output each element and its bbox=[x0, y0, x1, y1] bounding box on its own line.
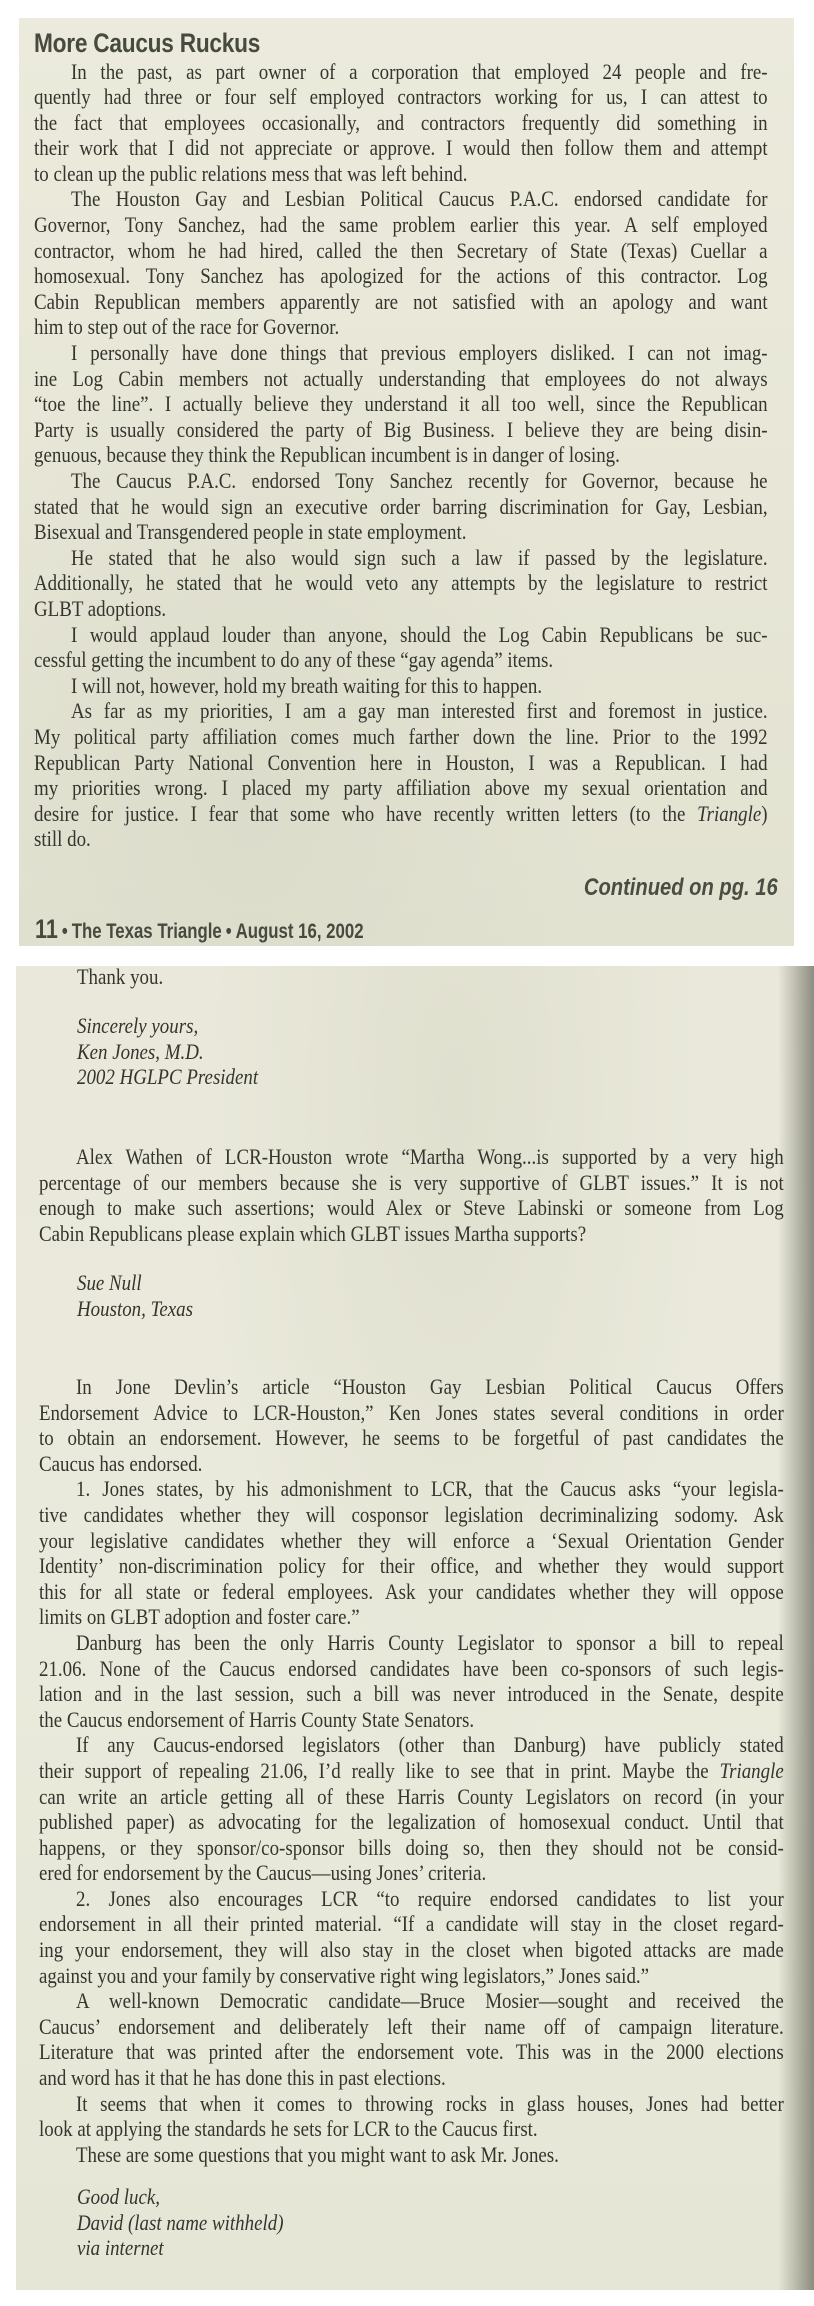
text-line: him to step out of the race for Governor. bbox=[34, 314, 340, 340]
text-line: ing your endorsement, they will also stay in the closet when bigoted attacks are made bbox=[39, 1937, 784, 1963]
page-footer bbox=[35, 914, 364, 945]
text-line: homosexual. Tony Sanchez has apologized for the actions of this contractor. Log bbox=[34, 263, 768, 289]
signature-line: Ken Jones, M.D. bbox=[77, 1038, 204, 1064]
text-line: contractor, whom he had hired, called the then Secretary of State (Texas) Cuellar a bbox=[34, 237, 768, 263]
text-line: Republican Party National Convention here in Houston, I was a Republican. I had bbox=[34, 749, 768, 775]
text-line: Caucus’ endorsement and deliberately left their name off of campaign literature. bbox=[39, 2013, 784, 2039]
text-line: genuous, because they think the Republican incumbent is in danger of losing. bbox=[34, 442, 620, 468]
paragraph bbox=[39, 1732, 784, 1886]
text-segment: their support of repealing 21.06, I’d really like to see that in print. Maybe the bbox=[39, 1757, 720, 1783]
text-line: It seems that when it comes to throwing rocks in glass houses, Jones had better bbox=[75, 2090, 784, 2116]
text-line: He stated that he also would sign such a law if passed by the legislature. bbox=[70, 544, 768, 570]
text-line: Party is usually considered the party of Big Business. I believe they are being disin- bbox=[34, 416, 768, 442]
text-line: Identity’ non-discrimination policy for their office, and whether they would support bbox=[39, 1553, 784, 1579]
paragraph bbox=[39, 1988, 784, 2090]
text-line: 1. Jones states, by his admonishment to LCR, that the Caucus asks “your legisla- bbox=[75, 1476, 784, 1502]
article-clipping-more-caucus-ruckus bbox=[19, 18, 794, 946]
text-line: stated that he would sign an executive order barring discrimination for Gay, Lesbian, bbox=[34, 493, 768, 519]
text-line: this for all state or federal employees. Ask your candidates whether they will oppose bbox=[39, 1578, 784, 1604]
paragraph bbox=[39, 1476, 784, 1630]
text-line: “toe the line”. I actually believe they understand it all too well, since the Republican bbox=[34, 391, 768, 417]
paragraph bbox=[39, 2142, 784, 2168]
text-line: to clean up the public relations mess that was left behind. bbox=[34, 160, 468, 186]
text-line: lation and in the last session, such a bill was never introduced in the Senate, despite bbox=[39, 1681, 784, 1707]
text-line: Bisexual and Transgendered people in state employment. bbox=[34, 519, 467, 545]
text-line: In the past, as part owner of a corporation that employed 24 people and fre- bbox=[70, 58, 768, 84]
paragraph bbox=[34, 545, 768, 622]
paragraph bbox=[34, 698, 768, 852]
page-number: 11 bbox=[35, 914, 58, 944]
text-line bbox=[39, 1758, 784, 1784]
text-line: As far as my priorities, I am a gay man interested first and foremost in justice. bbox=[70, 698, 768, 724]
issue-date: August 16, 2002 bbox=[235, 920, 364, 943]
signature-line: Sincerely yours, bbox=[77, 1013, 199, 1038]
paragraph bbox=[77, 964, 777, 990]
text-line: limits on GLBT adoption and foster care.” bbox=[39, 1604, 360, 1630]
text-line: percentage of our members because she is very supportive of GLBT issues.” It is not bbox=[39, 1169, 784, 1195]
letters-clipping bbox=[16, 966, 814, 2290]
text-line: Cabin Republican members apparently are not satisfied with an apology and want bbox=[34, 288, 768, 314]
text-line: A well-known Democratic candidate—Bruce Mosier—sought and received the bbox=[75, 1988, 784, 2014]
text-line: my priorities wrong. I placed my party affiliation above my sexual orientation and bbox=[34, 775, 768, 801]
text-line: ered for endorsement by the Caucus—using Jones’ criteria. bbox=[39, 1860, 487, 1886]
paragraph bbox=[34, 622, 768, 673]
bullet-separator: • bbox=[225, 920, 232, 943]
paragraph bbox=[34, 673, 768, 699]
text-line: the fact that employees occasionally, and contractors frequently did something in bbox=[34, 109, 768, 135]
text-line: Literature that was printed after the endorsement vote. This was in the 2000 elections bbox=[39, 2039, 784, 2065]
letter-sue-null bbox=[39, 1144, 784, 1246]
italic-title: Triangle bbox=[719, 1757, 784, 1783]
text-line: In Jone Devlin’s article “Houston Gay Lesbian Political Caucus Offers bbox=[75, 1374, 784, 1399]
text-line: your legislative candidates whether they will enforce a ‘Sexual Orientation Gender bbox=[39, 1527, 784, 1553]
closing-thanks bbox=[77, 964, 777, 990]
text-line: I would applaud louder than anyone, should the Log Cabin Republicans be suc- bbox=[70, 621, 768, 647]
text-line: My political party affiliation comes much farther down the line. Prior to the 1992 bbox=[34, 723, 768, 749]
text-line: happens, or they sponsor/co-sponsor bills doing so, then they should not be consid- bbox=[39, 1834, 784, 1860]
signature-line: Good luck, bbox=[77, 2184, 161, 2209]
article-headline: More Caucus Ruckus bbox=[34, 28, 261, 58]
text-line: quently had three or four self employed contractors working for us, I can attest to bbox=[34, 84, 768, 110]
article-body bbox=[34, 59, 768, 852]
letter-david bbox=[39, 1374, 784, 2167]
paragraph bbox=[39, 1886, 784, 1988]
signature-david bbox=[77, 2184, 777, 2261]
paragraph bbox=[39, 1144, 784, 1246]
paragraph bbox=[34, 340, 768, 468]
text-line: These are some questions that you might want to ask Mr. Jones. bbox=[75, 2141, 559, 2167]
text-line: look at applying the standards he sets for LCR to the Caucus first. bbox=[39, 2116, 538, 2142]
paragraph bbox=[34, 468, 768, 545]
signature-line: Houston, Texas bbox=[77, 1295, 193, 1321]
text-line: The Houston Gay and Lesbian Political Caucus P.A.C. endorsed candidate for bbox=[70, 186, 768, 212]
publication-name: The Texas Triangle bbox=[71, 920, 222, 943]
paragraph bbox=[39, 1630, 784, 1732]
text-line: Danburg has been the only Harris County Legislator to sponsor a bill to repeal bbox=[75, 1629, 784, 1655]
paragraph bbox=[39, 2091, 784, 2142]
text-line: tive candidates whether they will cosponsor legislation decriminalizing sodomy. Ask bbox=[39, 1501, 784, 1527]
text-line: can write an article getting all of these Harris County Legislators on record (in your bbox=[39, 1783, 784, 1809]
continued-on-link[interactable]: Continued on pg. 16 bbox=[584, 874, 778, 901]
text-line: The Caucus P.A.C. endorsed Tony Sanchez recently for Governor, because he bbox=[70, 468, 768, 493]
text-line: Cabin Republicans please explain which GLBT issues Martha supports? bbox=[39, 1220, 587, 1246]
text-line: I will not, however, hold my breath waiting for this to happen. bbox=[70, 672, 543, 698]
paragraph bbox=[34, 186, 768, 340]
text-line: endorsement in all their printed material. “If a candidate will stay in the closet regard- bbox=[39, 1911, 784, 1937]
text-line: ine Log Cabin members not actually understanding that employees do not always bbox=[34, 365, 768, 391]
text-line: Alex Wathen of LCR-Houston wrote “Martha Wong...is supported by a very high bbox=[75, 1144, 784, 1169]
text-line: Governor, Tony Sanchez, had the same problem earlier this year. A self employed bbox=[34, 212, 768, 238]
signature-line: Sue Null bbox=[77, 1270, 142, 1295]
text-line: 21.06. None of the Caucus endorsed candidates have been co-sponsors of such legis- bbox=[39, 1655, 784, 1681]
bullet-separator: • bbox=[61, 920, 68, 943]
paragraph bbox=[39, 1374, 784, 1476]
text-line: against you and your family by conservative right wing legislators,” Jones said.” bbox=[39, 1962, 650, 1988]
text-line: I personally have done things that previous employers disliked. I can not imag- bbox=[70, 340, 768, 366]
text-line: Thank you. bbox=[77, 964, 164, 989]
text-line: Caucus has endorsed. bbox=[39, 1450, 203, 1476]
text-line: their work that I did not appreciate or approve. I would then follow them and attempt bbox=[34, 135, 768, 161]
text-line: published paper) as advocating for the legalization of homosexual conduct. Until that bbox=[39, 1809, 784, 1835]
text-line: enough to make such assertions; would Alex or Steve Labinski or someone from Log bbox=[39, 1195, 784, 1221]
signature-ken-jones bbox=[77, 1013, 777, 1090]
signature-line: via internet bbox=[77, 2235, 164, 2261]
signature-line: 2002 HGLPC President bbox=[77, 1064, 259, 1090]
text-line: cessful getting the incumbent to do any of these “gay agenda” items. bbox=[34, 647, 554, 673]
text-line: to obtain an endorsement. However, he seems to be forgetful of past candidates the bbox=[39, 1425, 784, 1451]
text-line: and word has it that he has done this in past elections. bbox=[39, 2065, 446, 2091]
text-line: Additionally, he stated that he would veto any attempts by the legislature to restrict bbox=[34, 570, 768, 596]
text-segment: ) bbox=[761, 800, 768, 826]
text-line: still do. bbox=[34, 826, 91, 852]
text-line: If any Caucus-endorsed legislators (other than Danburg) have publicly stated bbox=[75, 1732, 784, 1758]
text-line: the Caucus endorsement of Harris County State Senators. bbox=[39, 1706, 475, 1732]
text-line: 2. Jones also encourages LCR “to require endorsed candidates to list your bbox=[75, 1885, 784, 1911]
signature-sue-null bbox=[77, 1270, 777, 1321]
paragraph bbox=[34, 59, 768, 187]
italic-title: Triangle bbox=[697, 800, 762, 826]
text-line bbox=[34, 801, 768, 827]
signature-line: David (last name withheld) bbox=[77, 2209, 284, 2235]
text-line: Endorsement Advice to LCR-Houston,” Ken Jones states several conditions in order bbox=[39, 1399, 784, 1425]
text-segment: desire for justice. I fear that some who have recently written letters (to the bbox=[34, 800, 698, 826]
text-line: GLBT adoptions. bbox=[34, 595, 167, 621]
